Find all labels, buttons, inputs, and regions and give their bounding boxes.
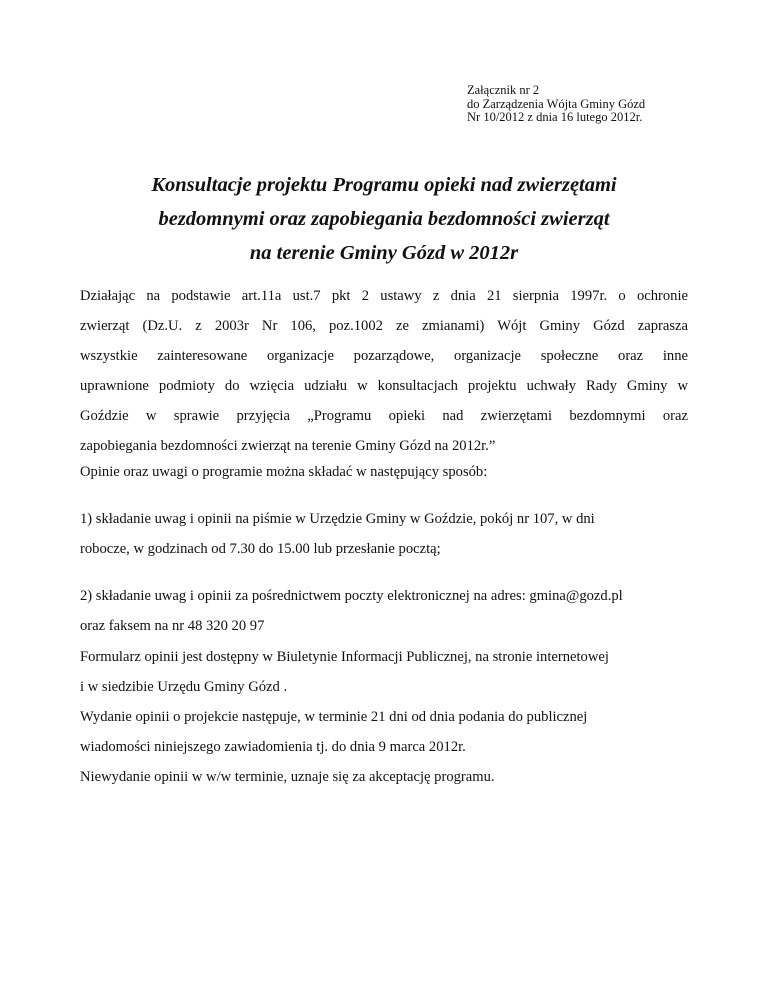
closing-paragraph: [80, 642, 700, 792]
intro-line: zapobiegania bezdomności zwierząt na terenie Gminy Gózd na 2012r.”: [80, 438, 496, 454]
intro-line: wszystkie zainteresowane organizacje pozarządowe, organizacje społeczne oraz inne: [80, 348, 688, 364]
intro-line: Goździe w sprawie przyjęcia „Programu opieki nad zwierzętami bezdomnymi oraz: [80, 408, 688, 424]
method-line: robocze, w godzinach od 7.30 do 15.00 lub przesłanie pocztą;: [80, 541, 441, 557]
submission-method-1: [80, 504, 700, 564]
opinions-intro-text: Opinie oraz uwagi o programie można składać w następujący sposób:: [80, 464, 488, 480]
closing-line: Formularz opinii jest dostępny w Biuletynie Informacji Publicznej, na stronie internetowej: [80, 649, 609, 665]
closing-line: Niewydanie opinii w w/w terminie, uznaje się za akceptację programu.: [80, 769, 495, 785]
opinions-intro: [80, 457, 700, 487]
title-line: na terenie Gminy Gózd w 2012r: [249, 242, 519, 264]
closing-line: Wydanie opinii o projekcie następuje, w terminie 21 dni od dnia podania do publicznej: [80, 709, 588, 725]
annex-line: Nr 10/2012 z dnia 16 lutego 2012r.: [467, 110, 643, 124]
annex-line: Załącznik nr 2: [467, 83, 540, 97]
title-line: bezdomnymi oraz zapobiegania bezdomności zwierząt: [158, 208, 610, 230]
title-line: Konsultacje projektu Programu opieki nad zwierzętami: [151, 174, 617, 196]
intro-paragraph: [80, 281, 688, 461]
method-line: 1) składanie uwag i opinii na piśmie w Urzędzie Gminy w Goździe, pokój nr 107, w dni: [80, 511, 595, 527]
intro-line: zwierząt (Dz.U. z 2003r Nr 106, poz.1002 ze zmianami) Wójt Gminy Gózd zaprasza: [80, 318, 688, 334]
method-line: 2) składanie uwag i opinii za pośrednictwem poczty elektronicznej na adres: gmina@gozd.pl: [80, 588, 623, 604]
method-line: oraz faksem na nr 48 320 20 97: [80, 618, 265, 634]
intro-line: uprawnione podmioty do wzięcia udziału w konsultacjach projektu uchwały Rady Gminy w: [80, 378, 688, 394]
document-title: [80, 168, 688, 270]
annex-line: do Zarządzenia Wójta Gminy Gózd: [467, 96, 646, 111]
closing-line: i w siedzibie Urzędu Gminy Gózd .: [80, 679, 288, 695]
annex-header: [467, 84, 645, 125]
closing-line: wiadomości niniejszego zawiadomienia tj. do dnia 9 marca 2012r.: [80, 739, 466, 755]
intro-line: Działając na podstawie art.11a ust.7 pkt 2 ustawy z dnia 21 sierpnia 1997r. o ochronie: [80, 288, 688, 304]
submission-method-2: [80, 581, 700, 641]
